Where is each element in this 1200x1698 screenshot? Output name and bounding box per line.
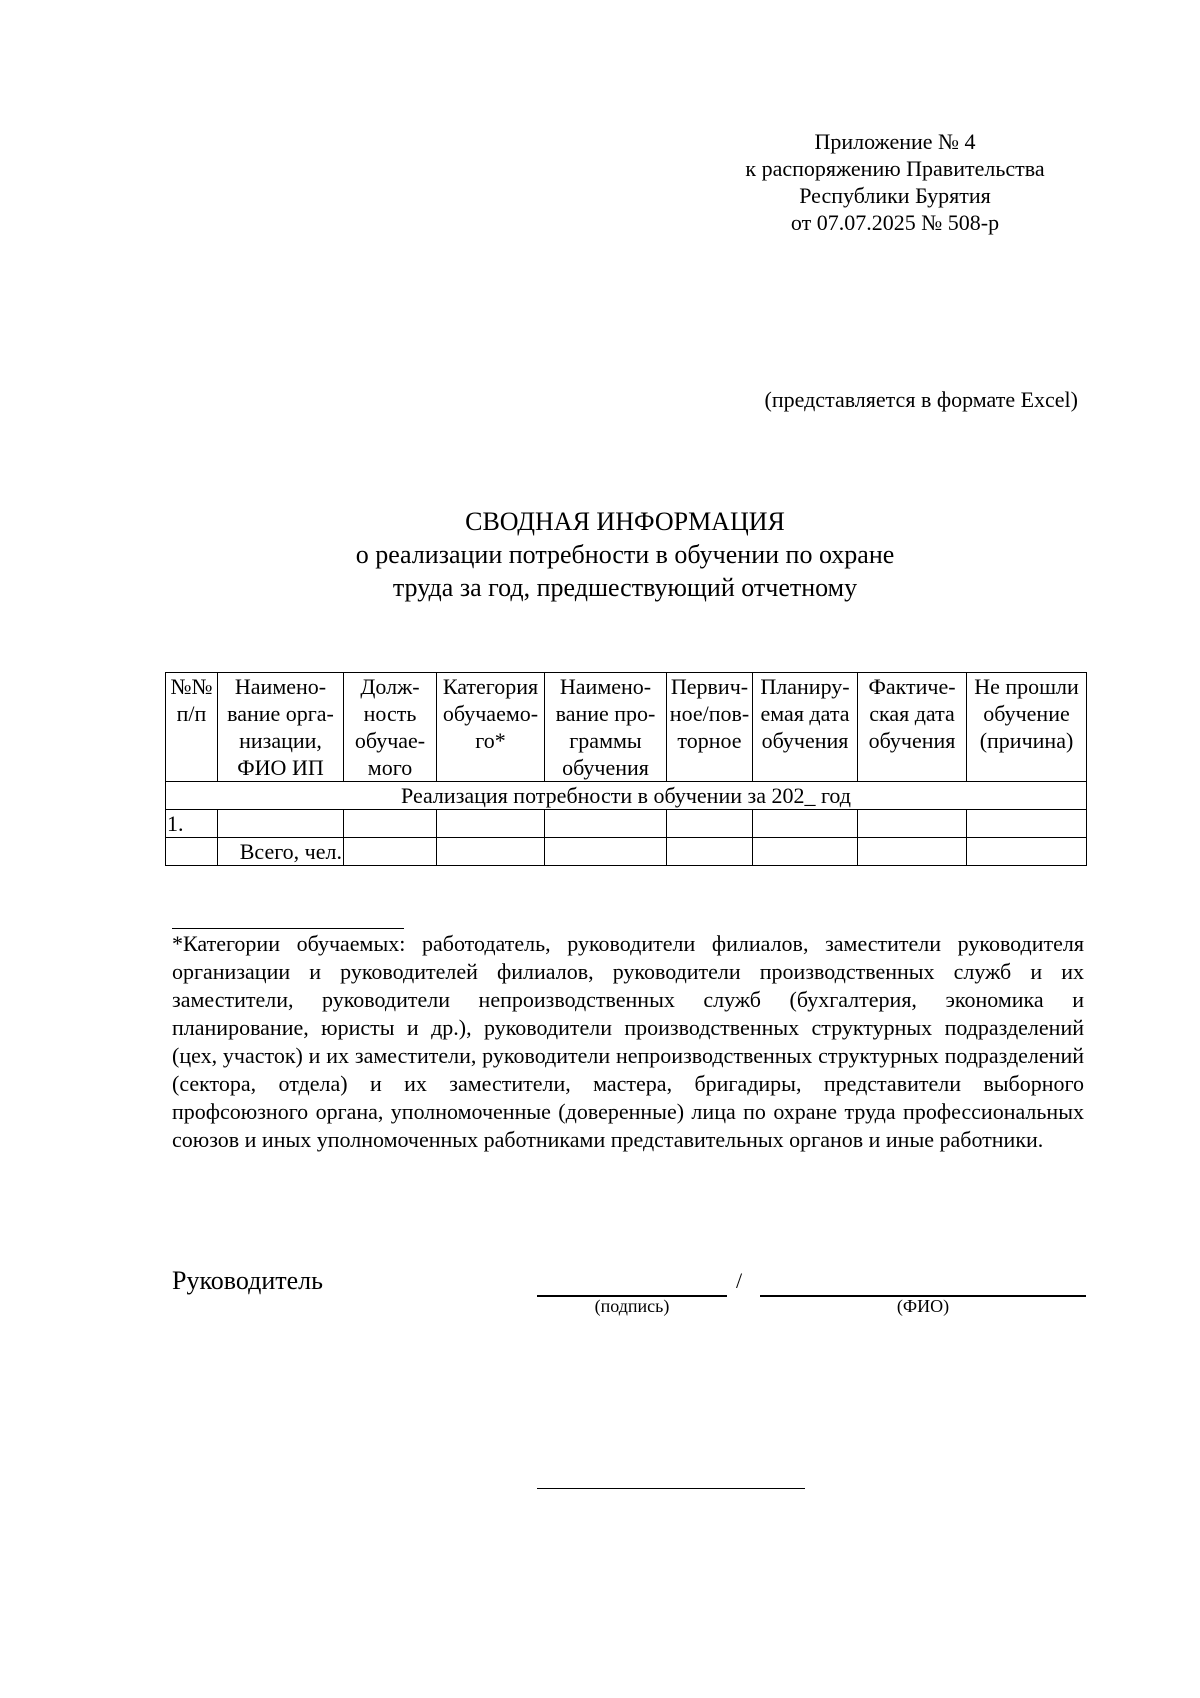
appendix-line: Республики Бурятия	[799, 183, 991, 208]
header-category: Категория обучаемо-го*	[437, 673, 545, 782]
table-section-row	[166, 782, 1087, 810]
bottom-divider	[537, 1488, 805, 1489]
table-cell	[344, 838, 437, 866]
table-total-row	[166, 838, 1087, 866]
table-cell	[545, 838, 667, 866]
title-line: о реализации потребности в обучении по охране	[355, 540, 895, 569]
report-table	[165, 672, 1087, 866]
table-cell	[218, 810, 344, 838]
header-planned-date: Планиру-емая дата обучения	[753, 673, 858, 782]
table-cell	[753, 810, 858, 838]
table-cell	[166, 838, 218, 866]
table-cell	[967, 838, 1087, 866]
appendix-line: к распоряжению Правительства	[745, 156, 1045, 181]
signer-label: Руководитель	[172, 1266, 323, 1295]
header-not-trained: Не прошли обучение (причина)	[967, 673, 1087, 782]
table-cell	[344, 810, 437, 838]
table-cell	[858, 810, 967, 838]
row-number: 1.	[166, 810, 218, 838]
appendix-block	[700, 128, 1090, 236]
title-line: СВОДНАЯ ИНФОРМАЦИЯ	[465, 507, 785, 536]
footnote: *Категории обучаемых: работодатель, руководители филиалов, заместители руководителя организации и руководителей филиалов, руководители производственных служб и их заместители, руководители непроизводственных служб (бухгалтерия, экономика и планирование, юристы и др.), руководители производственных структурных подразделений (цех, участок) и их заместители, руководители непроизводственных структурных подразделений (сектора, отдела) и их заместители, мастера, бригадиры, представители выборного профсоюзного органа, уполномоченные (доверенные) лица по охране труда профессиональных союзов и иных уполномоченных работниками представительных органов и иные работники.	[172, 931, 1084, 1152]
table-cell	[437, 810, 545, 838]
signature-slash: /	[736, 1268, 743, 1293]
appendix-line: Приложение № 4	[814, 129, 976, 154]
table-cell	[967, 810, 1087, 838]
header-number: №№ п/п	[166, 673, 218, 782]
section-label: Реализация потребности в обучении за 202_ год	[166, 782, 1087, 810]
header-actual-date: Фактиче-ская дата обучения	[858, 673, 967, 782]
document-title	[165, 505, 1085, 604]
header-position: Долж-ность обучае-мого	[344, 673, 437, 782]
appendix-line: от 07.07.2025 № 508-р	[790, 210, 1000, 235]
table-row	[166, 810, 1087, 838]
table-header-row	[166, 673, 1087, 782]
table-cell	[858, 838, 967, 866]
signature-caption: (подпись)	[594, 1296, 670, 1316]
table-cell	[545, 810, 667, 838]
table-cell	[437, 838, 545, 866]
footnote-divider	[172, 928, 404, 929]
table-cell	[667, 838, 753, 866]
name-caption: (ФИО)	[896, 1296, 950, 1316]
table-cell	[667, 810, 753, 838]
header-primary-repeat: Первич-ное/пов-торное	[667, 673, 753, 782]
table-cell	[753, 838, 858, 866]
title-line: труда за год, предшествующий отчетному	[392, 573, 858, 602]
format-note: (представляется в формате Excel)	[764, 387, 1078, 412]
header-organization: Наимено-вание орга-низации, ФИО ИП	[218, 673, 344, 782]
total-label: Всего, чел.	[218, 838, 344, 866]
header-program: Наимено-вание про-граммы обучения	[545, 673, 667, 782]
